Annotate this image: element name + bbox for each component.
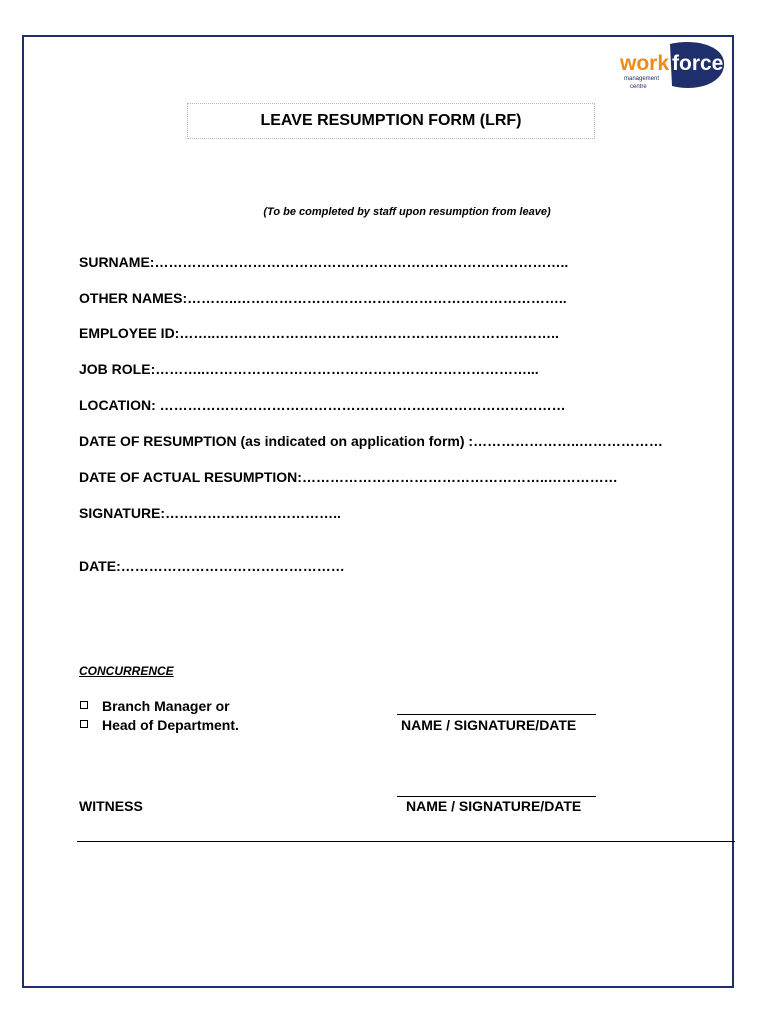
- employee-id-field[interactable]: EMPLOYEE ID:……..………………………………………………………………..: [79, 325, 559, 341]
- job-role-field[interactable]: JOB ROLE:………..……………………………………………………………...: [79, 361, 539, 377]
- other-names-field[interactable]: OTHER NAMES:………..……………………………………………………………..: [79, 290, 567, 306]
- signature-field[interactable]: SIGNATURE:………………………………..: [79, 505, 341, 521]
- checkbox-icon[interactable]: [80, 701, 88, 709]
- form-title: [187, 103, 595, 139]
- date-of-actual-resumption-field[interactable]: DATE OF ACTUAL RESUMPTION:……………………………………………..……………: [79, 469, 618, 485]
- bottom-divider: [77, 841, 735, 842]
- logo-line-centre: centre: [630, 84, 647, 90]
- logo-word-work: work: [620, 52, 670, 75]
- date-field[interactable]: DATE:…………………………………………: [79, 558, 345, 574]
- checkbox-icon[interactable]: [80, 720, 88, 728]
- logo-line-management: management: [624, 76, 660, 82]
- surname-field[interactable]: SURNAME:……………………………………………………………………………..: [79, 254, 569, 270]
- branch-manager-label: Branch Manager or: [102, 698, 230, 714]
- branch-manager-option[interactable]: [80, 698, 230, 714]
- concurrence-heading: CONCURRENCE: [79, 664, 174, 678]
- head-of-department-label: Head of Department.: [102, 717, 239, 733]
- head-of-department-option[interactable]: [80, 717, 239, 733]
- form-title-text: LEAVE RESUMPTION FORM (LRF): [260, 112, 522, 129]
- witness-signature-line[interactable]: [397, 796, 596, 797]
- logo-word-force: force: [672, 52, 724, 75]
- workforce-logo: [618, 40, 728, 92]
- concurrence-signature-line[interactable]: [397, 714, 596, 715]
- witness-signature-label: NAME / SIGNATURE/DATE: [406, 798, 582, 814]
- concurrence-signature-label: NAME / SIGNATURE/DATE: [401, 717, 577, 733]
- location-field[interactable]: LOCATION: ……………………………………………………………………………: [79, 397, 566, 413]
- date-of-resumption-field[interactable]: DATE OF RESUMPTION (as indicated on application form) :…………………..………………: [79, 433, 663, 449]
- witness-label: WITNESS: [79, 798, 143, 814]
- form-subtitle: (To be completed by staff upon resumption from leave): [263, 206, 551, 218]
